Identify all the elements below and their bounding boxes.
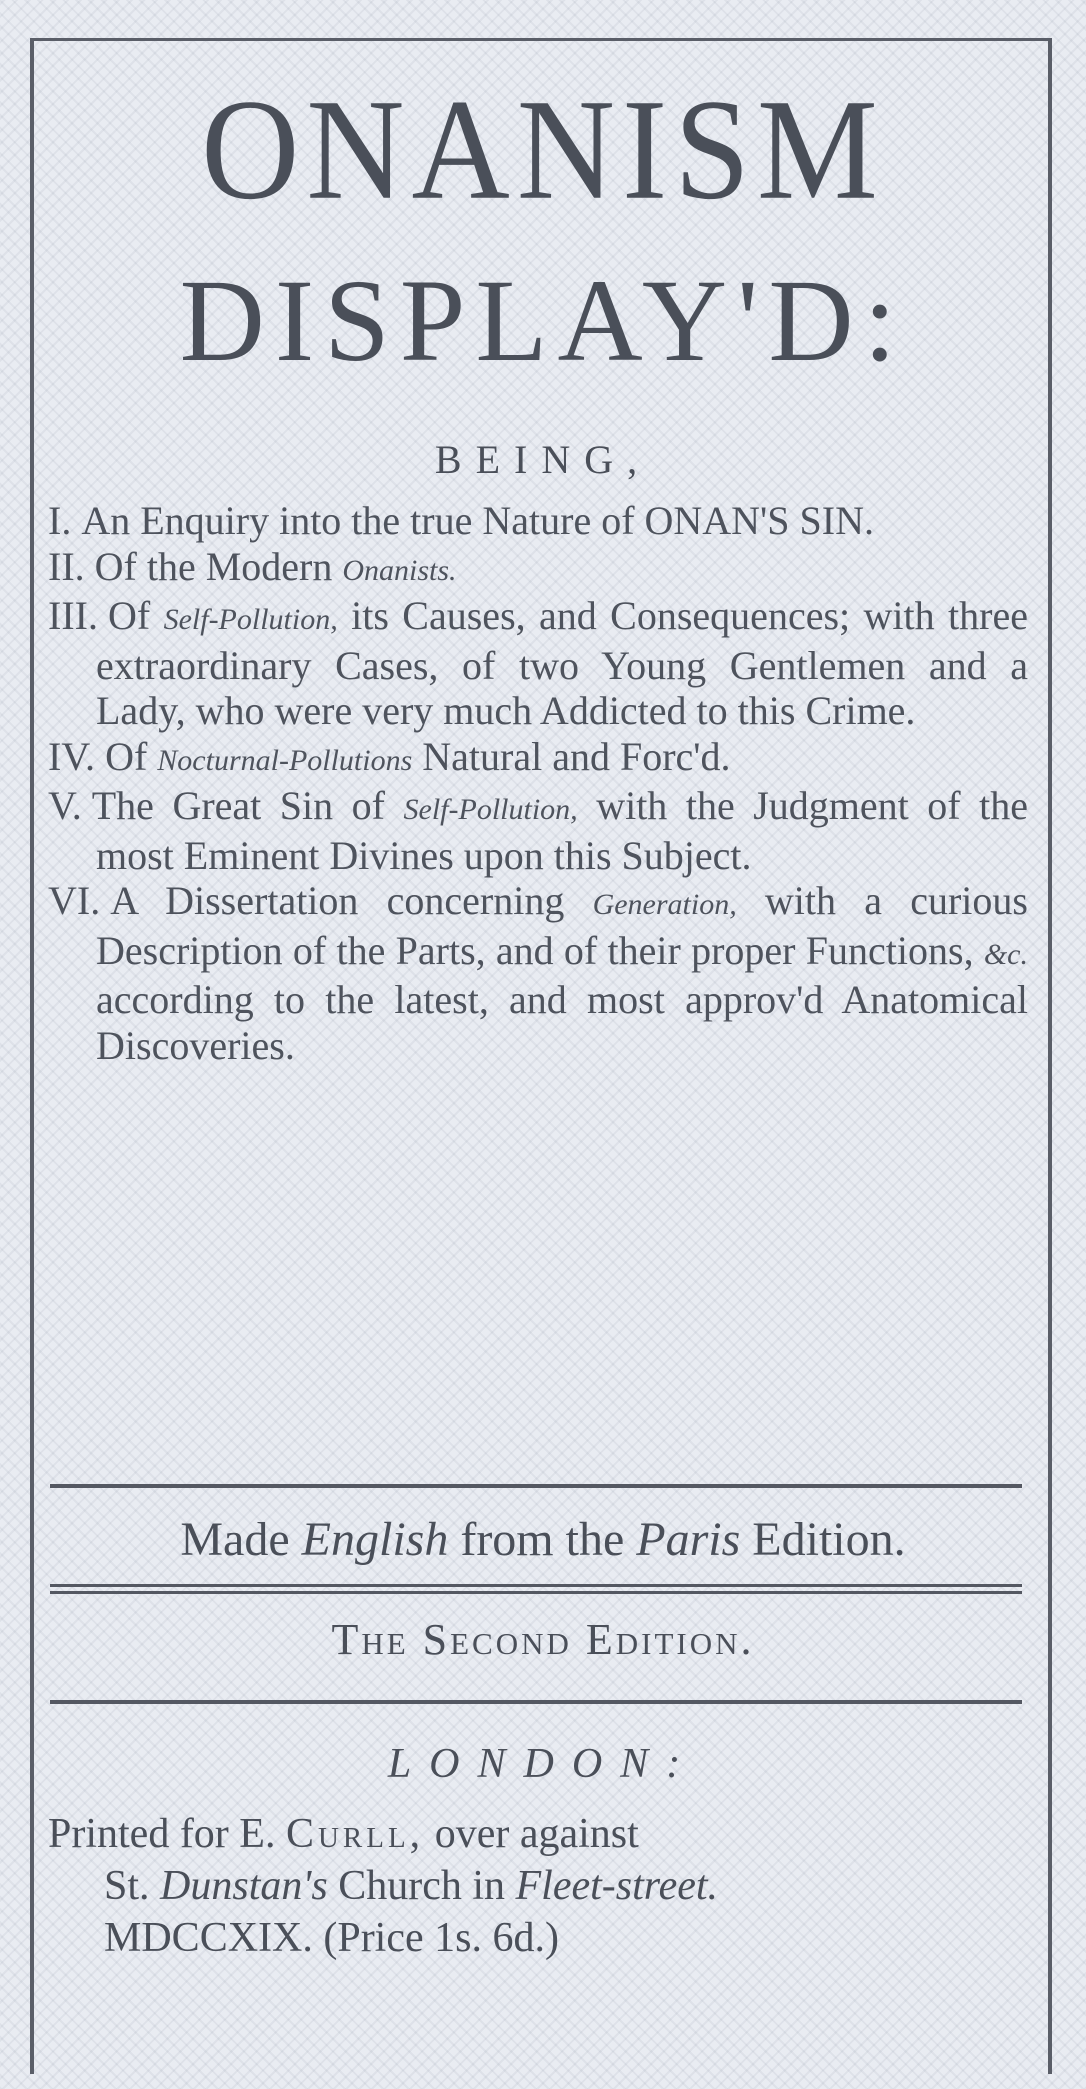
title-line-2: DISPLAY'D: <box>179 255 907 386</box>
contents-list <box>48 498 1028 1068</box>
contents-item-1: I. An Enquiry into the true Nature of ONAN'S SIN. <box>48 498 874 543</box>
rule-4 <box>50 1700 1022 1704</box>
rule-3 <box>50 1591 1022 1594</box>
contents-item-2: II. Of the Modern Onanists. <box>48 543 457 589</box>
contents-item-3: III. Of Self-Pollution, its Causes, and Consequences; with three extraordinary Cases, of two Young Gentlemen and a Lady, who were very much Addicted to this Crime. <box>48 593 1028 733</box>
contents-item-6: VI. A Dissertation concerning Generation, with a curious Description of the Parts, and of their proper Functions, &c. according to the latest, and most approv'd Anatomical Discoveries. <box>48 878 1028 1068</box>
title-line-1: ONANISM <box>201 70 885 230</box>
contents-item-5: V. The Great Sin of Self-Pollution, with the Judgment of the most Eminent Divines upon this Subject. <box>48 783 1028 878</box>
imprint-city: LONDON: <box>387 1741 699 1787</box>
translation-line: Made English from the Paris Edition. <box>180 1513 906 1566</box>
being-heading: BEING, <box>434 437 652 482</box>
rule-2 <box>50 1584 1022 1587</box>
edition-line: The Second Edition. <box>331 1615 755 1664</box>
imprint-line-2: St. Dunstan's Church in Fleet-street. <box>104 1863 719 1909</box>
rule-1 <box>50 1484 1022 1488</box>
imprint-line-3: MDCCXIX. (Price 1s. 6d.) <box>104 1915 559 1961</box>
imprint-block <box>48 1808 1026 1964</box>
contents-item-4: IV. Of Nocturnal-Pollutions Natural and Forc'd. <box>48 733 731 779</box>
imprint-line-1: Printed for E. Curll, over against <box>48 1811 639 1857</box>
